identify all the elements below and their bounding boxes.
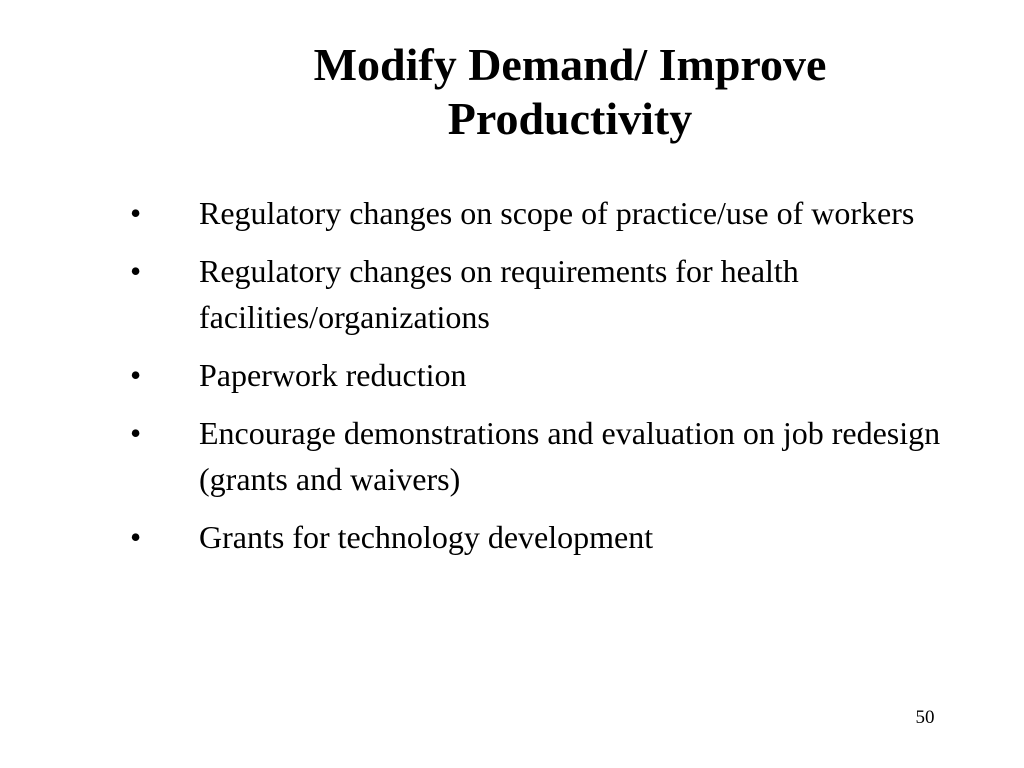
bullet-text: Paperwork reduction — [199, 357, 467, 393]
bullet-text: Encourage demonstrations and evaluation on job redesign (grants and waivers) — [199, 415, 941, 497]
bullet-item-paperwork-reduction — [130, 352, 990, 398]
bullet-list — [130, 190, 990, 572]
bullet-dot-icon: • — [130, 415, 142, 451]
bullet-item-scope-of-practice — [130, 190, 990, 236]
bullet-text: Grants for technology development — [199, 519, 654, 555]
slide-title — [150, 38, 990, 146]
slide-title-line-2: Productivity — [447, 93, 693, 144]
bullet-item-job-redesign — [130, 410, 990, 502]
bullet-dot-icon: • — [130, 357, 142, 393]
bullet-text: Regulatory changes on scope of practice/use of workers — [199, 195, 915, 231]
bullet-dot-icon: • — [130, 519, 142, 555]
page-number: 50 — [915, 707, 935, 728]
slide-title-line-1: Modify Demand/ Improve — [313, 39, 827, 90]
bullet-text: Regulatory changes on requirements for health facilities/organizations — [199, 253, 799, 335]
bullet-item-facility-requirements — [130, 248, 990, 340]
bullet-dot-icon: • — [130, 195, 142, 231]
bullet-item-technology-grants — [130, 514, 990, 560]
bullet-dot-icon: • — [130, 253, 142, 289]
